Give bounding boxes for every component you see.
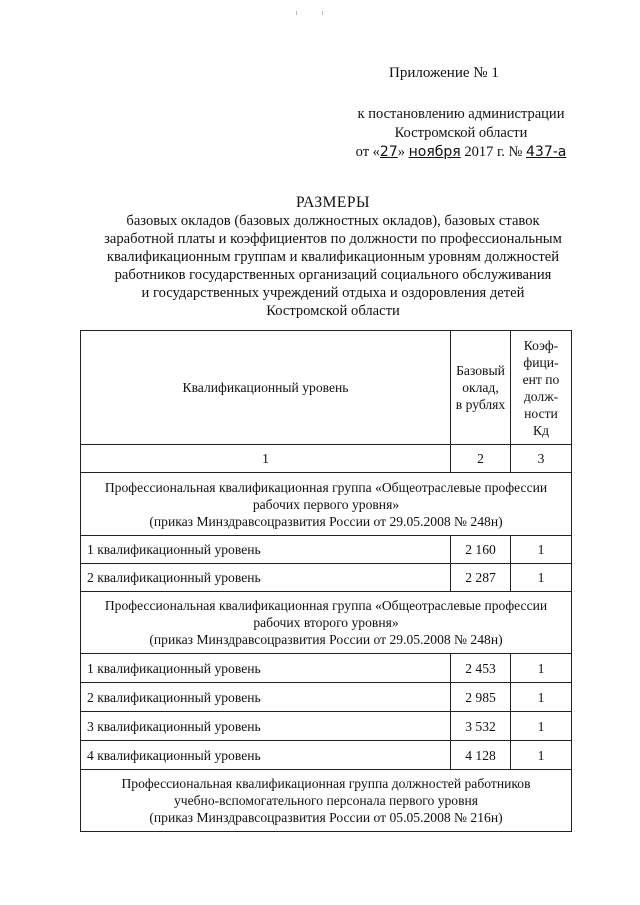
- header-coef-l2: фици-: [523, 354, 559, 370]
- title-line-4: работников государственных организаций социального обслуживания: [114, 267, 552, 283]
- header-base-salary-l1: Базовый: [456, 363, 505, 378]
- decree-line-2: Костромской области: [394, 125, 528, 141]
- group-1-line-3: (приказ Минздравсоцразвития России от 29.05.2008 № 248н): [149, 513, 503, 529]
- table-header-row: [81, 331, 572, 445]
- header-base-salary: [451, 331, 511, 445]
- group-1-title: [81, 473, 572, 536]
- level-cell: 2 квалификационный уровень: [81, 683, 451, 712]
- title-heading: РАЗМЕРЫ: [295, 194, 371, 211]
- header-base-salary-l2: оклад,: [462, 380, 499, 395]
- title-line-5: и государственных учреждений отдыха и оздоровления детей: [141, 285, 525, 301]
- group-2-line-3: (приказ Минздравсоцразвития России от 29.05.2008 № 248н): [149, 632, 503, 647]
- table-row: [81, 741, 572, 770]
- header-coef-l4: долж-: [523, 388, 559, 404]
- group-1-line-2: рабочих первого уровня»: [252, 496, 400, 512]
- table-row: [81, 564, 572, 592]
- header-coefficient: [511, 331, 572, 445]
- column-number-3: 3: [511, 445, 572, 473]
- annex-label: Приложение № 1: [389, 65, 499, 81]
- group-2-line-1: Профессиональная квалификационная группа «Общеотраслевые профессии: [104, 598, 548, 613]
- decree-number: 437-а: [526, 144, 567, 160]
- document-title: [70, 194, 596, 320]
- decree-day: 27: [379, 144, 398, 160]
- salary-table: [80, 330, 572, 832]
- group-3-line-1: Профессиональная квалификационная группа должностей работников: [121, 776, 531, 791]
- column-numbering-row: [81, 445, 572, 473]
- title-line-1: базовых окладов (базовых должностных окладов), базовых ставок: [126, 213, 540, 229]
- decree-close-quote: »: [397, 144, 405, 160]
- group-3-title: [81, 770, 572, 832]
- level-cell: 3 квалификационный уровень: [81, 712, 451, 741]
- table-row: [81, 536, 572, 564]
- header-coef-l3: ент по: [522, 371, 560, 387]
- header-coef-l5: ности: [524, 405, 558, 421]
- group-header-row: [81, 770, 572, 832]
- decree-from: от «: [355, 144, 380, 160]
- table-row: [81, 712, 572, 741]
- coefficient-cell: 1: [511, 536, 572, 564]
- decree-month: ноября: [408, 144, 461, 160]
- decree-year: 2017 г. №: [464, 144, 523, 160]
- title-line-6: Костромской области: [266, 303, 400, 319]
- header-base-salary-l3: в рублях: [455, 397, 506, 412]
- salary-cell: 2 287: [451, 564, 511, 592]
- group-2-line-2: рабочих второго уровня»: [253, 615, 399, 630]
- salary-cell: 2 453: [451, 654, 511, 683]
- column-number-2: 2: [451, 445, 511, 473]
- level-cell: 1 квалификационный уровень: [81, 654, 451, 683]
- group-1-line-1: Профессиональная квалификационная группа «Общеотраслевые профессии: [104, 479, 548, 495]
- coefficient-cell: 1: [511, 564, 572, 592]
- column-number-1: 1: [81, 445, 451, 473]
- salary-cell: 2 160: [451, 536, 511, 564]
- group-3-line-3: (приказ Минздравсоцразвития России от 05.05.2008 № 216н): [149, 810, 503, 825]
- coefficient-cell: 1: [511, 654, 572, 683]
- level-cell: 2 квалификационный уровень: [81, 564, 451, 592]
- group-header-row: [81, 592, 572, 654]
- coefficient-cell: 1: [511, 712, 572, 741]
- coefficient-cell: 1: [511, 683, 572, 712]
- header-coef-l1: Коэф-: [523, 337, 559, 353]
- salary-cell: 2 985: [451, 683, 511, 712]
- group-header-row: [81, 473, 572, 536]
- level-cell: 4 квалификационный уровень: [81, 741, 451, 770]
- group-3-line-2: учебно-вспомогательного персонала первого уровня: [173, 793, 479, 808]
- decree-date-line: [342, 143, 580, 162]
- table-row: [81, 654, 572, 683]
- scan-marks: [296, 2, 356, 10]
- header-qualification-level: Квалификационный уровень: [81, 331, 451, 445]
- decree-reference: [342, 105, 580, 162]
- title-line-3: квалификационным группам и квалификационным уровням должностей: [106, 249, 560, 265]
- decree-line-1: к постановлению администрации: [357, 106, 565, 122]
- header-coef-l6: Кд: [533, 422, 549, 438]
- coefficient-cell: 1: [511, 741, 572, 770]
- table-row: [81, 683, 572, 712]
- salary-cell: 4 128: [451, 741, 511, 770]
- group-2-title: [81, 592, 572, 654]
- title-line-2: заработной платы и коэффициентов по должности по профессиональным: [104, 231, 562, 247]
- salary-cell: 3 532: [451, 712, 511, 741]
- level-cell: 1 квалификационный уровень: [81, 536, 451, 564]
